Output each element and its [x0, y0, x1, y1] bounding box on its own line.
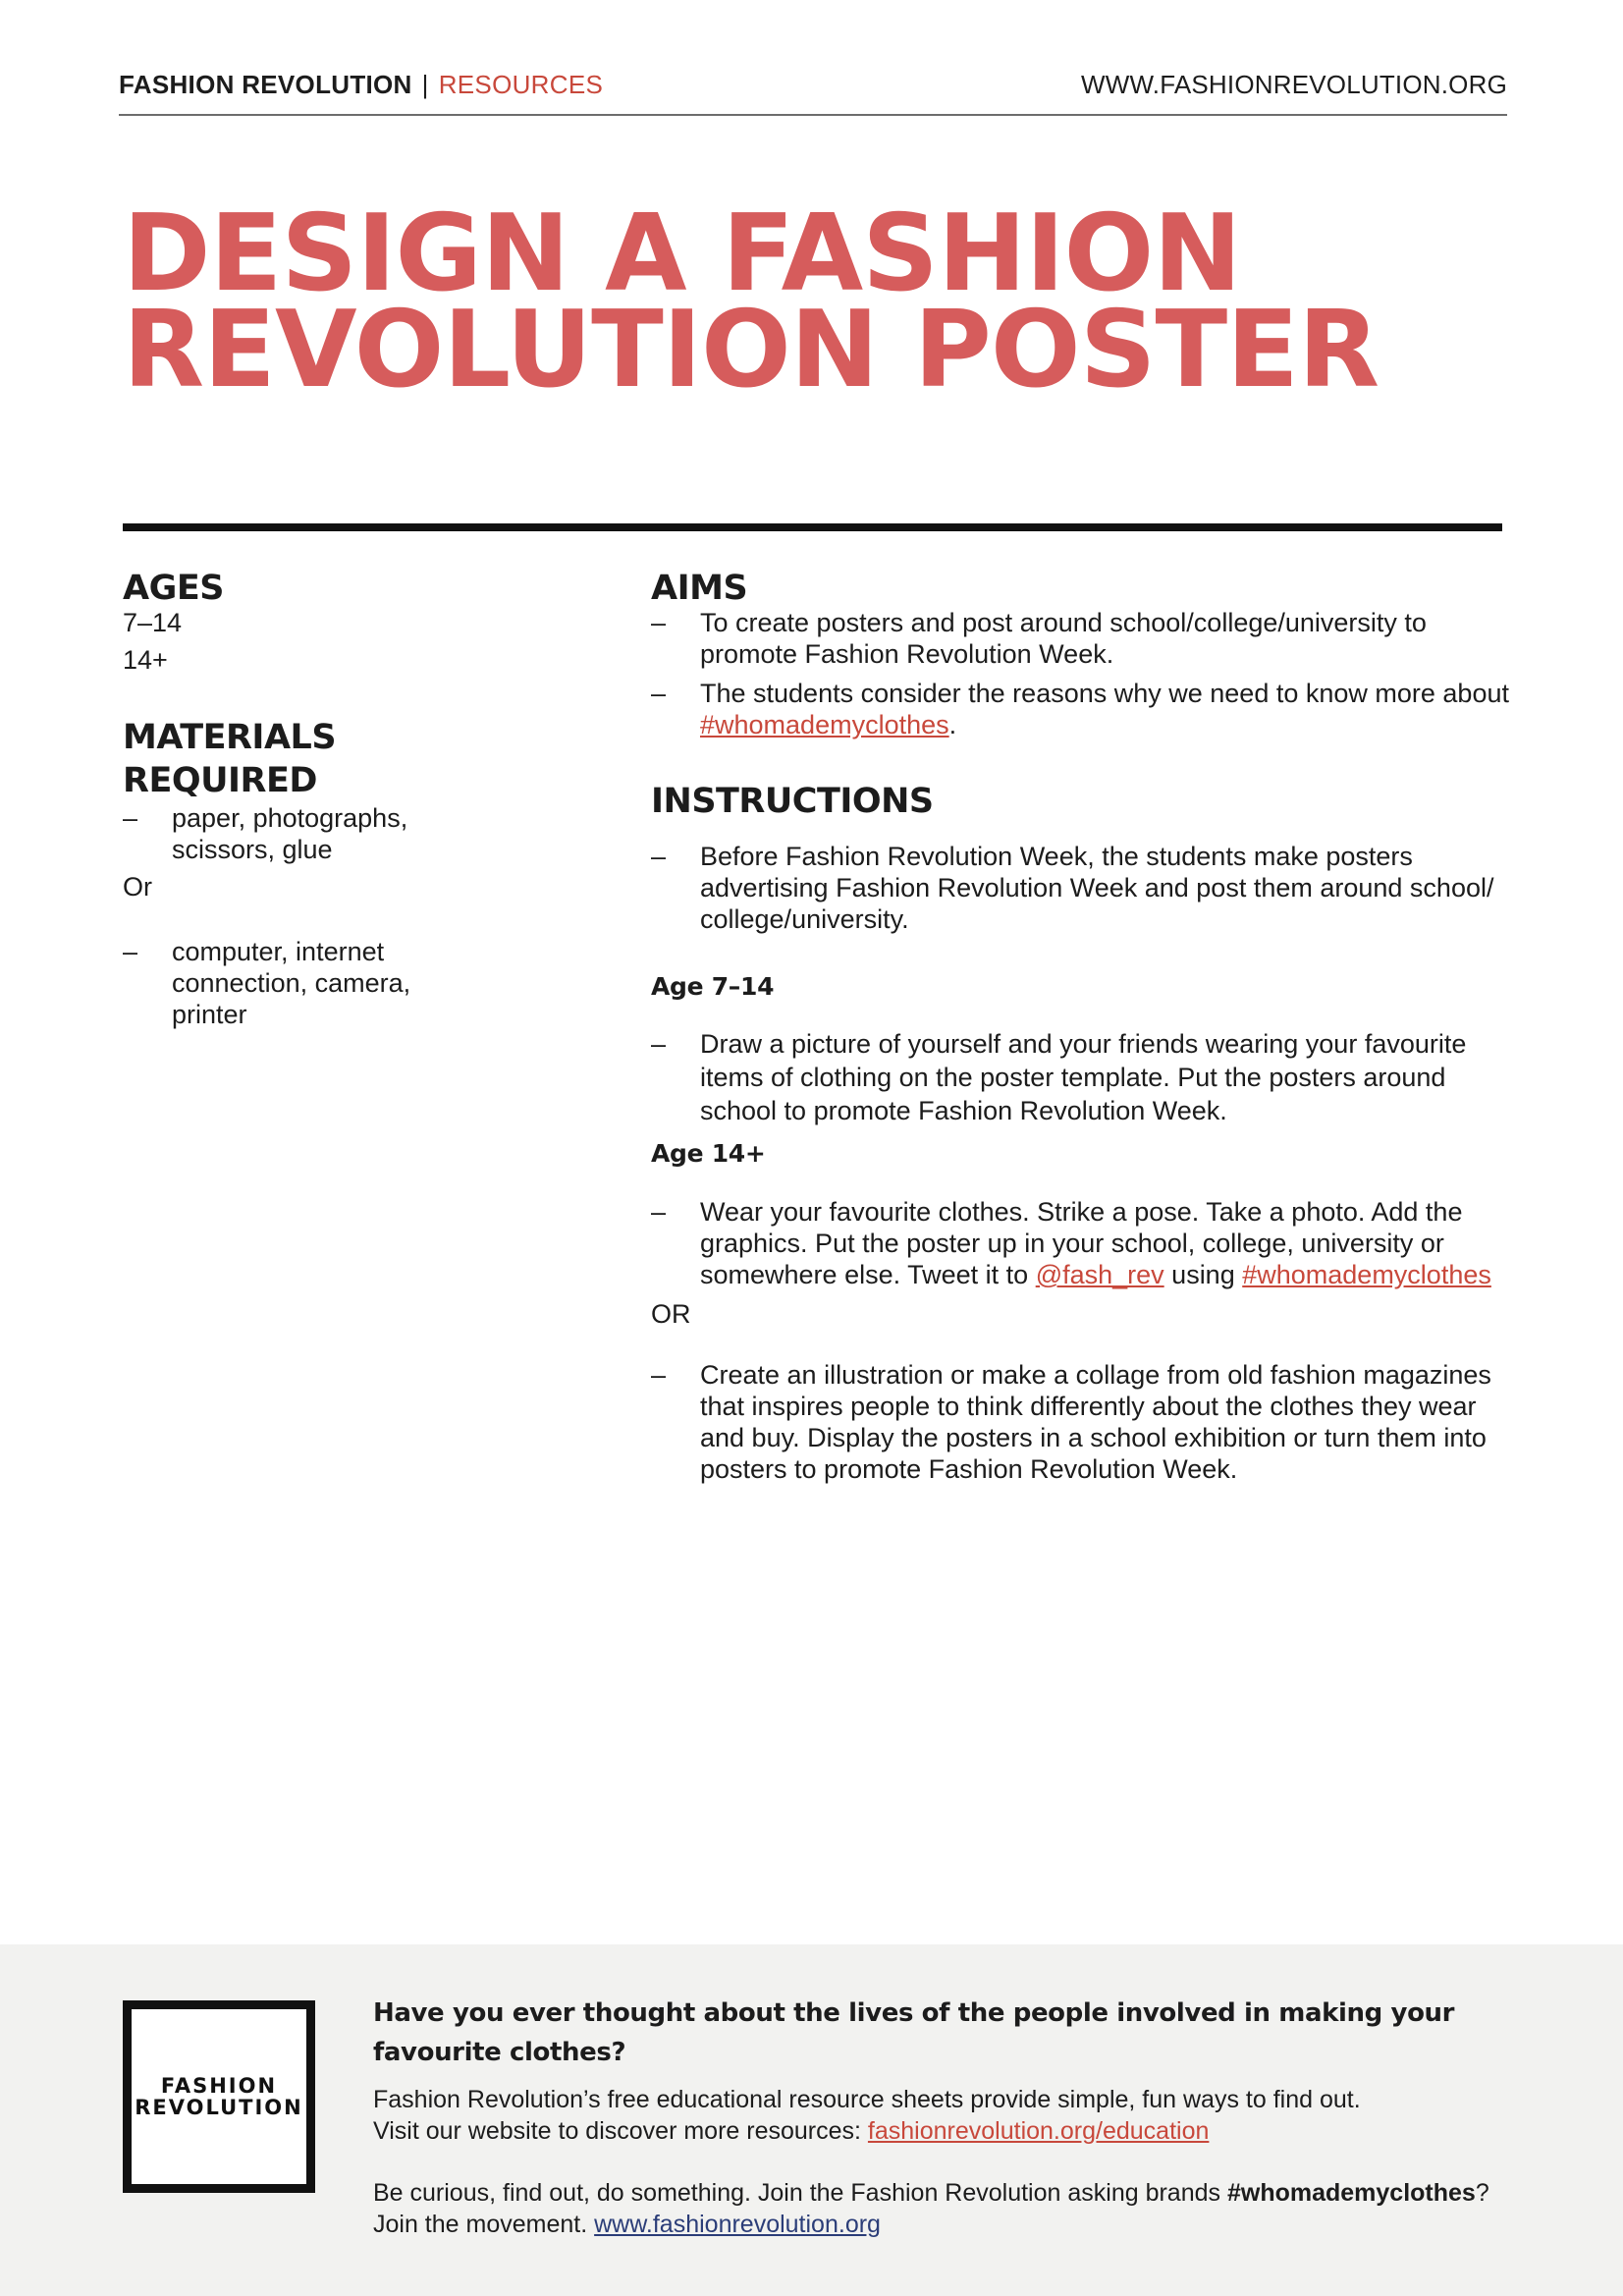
footer-question: Have you ever thought about the lives of the people involved in making your favourite clothes?: [373, 1998, 1455, 2067]
footer-para-1-line-2: [373, 2115, 1512, 2147]
footer-para-2-line-2-text: Join the movement.: [373, 2211, 588, 2238]
age-7-14-item: [651, 1027, 1515, 1127]
hashtag-link[interactable]: #whomademyclothes: [1242, 1260, 1491, 1289]
aims-item-1: [651, 607, 1515, 670]
footer-para-1-line-2-text: Visit our website to discover more resources:: [373, 2117, 861, 2145]
aims-item-2: [651, 678, 1515, 740]
logo-line-1: FASHION: [160, 2074, 278, 2098]
footer-para-2-line-1: [373, 2177, 1512, 2209]
footer-para-2-line-2: [373, 2209, 1512, 2240]
age-14-plus-item: [651, 1196, 1515, 1290]
education-link[interactable]: fashionrevolution.org/education: [867, 2117, 1210, 2145]
footer-hashtag: #whomademyclothes: [1226, 2179, 1476, 2207]
instructions-intro-text: Before Fashion Revolution Week, the students make posters advertising Fashion Revolution Week and post them around school/ college/university.: [700, 842, 1494, 934]
aims-heading: AIMS: [651, 569, 748, 608]
age-14-plus-item-2: [651, 1359, 1515, 1485]
list-dash: –: [651, 842, 667, 871]
footer-question-mark: ?: [1475, 2179, 1489, 2207]
materials-item-2: [123, 936, 447, 1030]
list-dash: –: [123, 937, 138, 966]
aims-item-1-text: To create posters and post around school/college/university to promote Fashion Revolution Week.: [700, 608, 1427, 669]
logo-line-2: REVOLUTION: [135, 2096, 303, 2119]
website-link[interactable]: www.fashionrevolution.org: [594, 2211, 881, 2238]
header-section: RESOURCES: [438, 70, 604, 99]
age-7-14-heading: Age 7–14: [651, 972, 775, 1001]
twitter-handle-link[interactable]: @fash_rev: [1035, 1260, 1164, 1289]
instructions-or: OR: [651, 1299, 691, 1329]
title-line-2: REVOLUTION POSTER: [123, 289, 1380, 411]
age-14-plus-item-2-text: Create an illustration or make a collage from old fashion magazines that inspires people to think differently about the clothes they wear and buy. Display the posters in a school exhibition or turn them into posters to promote Fashion Revolution Week.: [700, 1360, 1491, 1484]
age-range-1: 7–14: [123, 608, 183, 637]
materials-or: Or: [123, 872, 152, 902]
age-14-plus-heading: Age 14+: [651, 1139, 766, 1168]
title-divider: [123, 523, 1502, 531]
materials-item-1-text: paper, photographs, scissors, glue: [172, 803, 408, 864]
ages-heading: AGES: [123, 569, 224, 608]
age-7-14-item-text: Draw a picture of yourself and your friends wearing your favourite items of clothing on the poster template. Put the posters around school to promote Fashion Revolution Week.: [700, 1029, 1467, 1125]
brand-name: FASHION REVOLUTION: [119, 70, 412, 99]
age-range-2: 14+: [123, 645, 168, 675]
materials-item-1: [123, 802, 447, 865]
fashion-revolution-logo: [123, 2000, 315, 2193]
header-separator: |: [421, 70, 429, 99]
age-14-plus-item-middle: using: [1171, 1260, 1235, 1289]
aims-item-2-suffix: .: [948, 710, 957, 739]
materials-item-2-text: computer, internet connection, camera, printer: [172, 937, 411, 1029]
list-dash: –: [651, 1029, 667, 1059]
footer-text: [373, 1994, 1512, 2240]
hashtag-link[interactable]: #whomademyclothes: [700, 710, 949, 739]
left-column: [123, 567, 515, 1030]
materials-heading: MATERIALS REQUIRED: [123, 718, 337, 800]
aims-item-2-text: The students consider the reasons why we need to know more about: [700, 679, 1509, 708]
page-header: [119, 65, 1507, 116]
title-line-1: DESIGN A FASHION: [123, 192, 1241, 315]
header-brand: [119, 70, 603, 100]
footer-para-1-line-1: Fashion Revolution’s free educational resource sheets provide simple, fun ways to find out.: [373, 2086, 1361, 2113]
list-dash: –: [651, 1197, 667, 1227]
page-title: [123, 192, 1380, 411]
instructions-heading: INSTRUCTIONS: [651, 782, 934, 821]
instructions-intro: [651, 841, 1515, 935]
right-column: [651, 567, 1515, 1485]
list-dash: –: [651, 608, 667, 637]
header-website: WWW.FASHIONREVOLUTION.ORG: [1080, 70, 1507, 99]
list-dash: –: [651, 1360, 667, 1390]
footer-para-2-line-1-text: Be curious, find out, do something. Join the Fashion Revolution asking brands: [373, 2179, 1221, 2207]
list-dash: –: [651, 679, 667, 708]
list-dash: –: [123, 803, 138, 833]
age-14-plus-item-text: Wear your favourite clothes. Strike a pose. Take a photo. Add the graphics. Put the poster up in your school, college, university or somewhere else. Tweet it to: [700, 1197, 1463, 1289]
